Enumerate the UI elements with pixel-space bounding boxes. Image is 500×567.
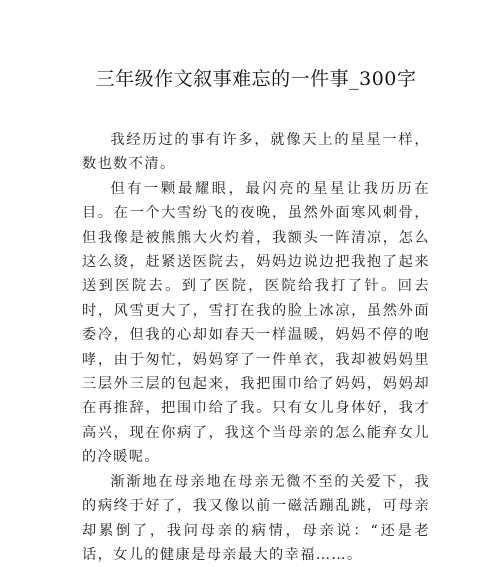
document-body bbox=[82, 128, 430, 567]
document-title: 三年级作文叙事难忘的一件事_300字 bbox=[95, 68, 417, 90]
paragraph-3: 渐渐地在母亲地在母亲无微不至的关爱下，我的病终于好了，我又像以前一磁活蹦乱跳，可母亲却累倒了，我问母亲的病情，母亲说：“还是老话，女儿的健康是母亲最大的幸福……。 bbox=[82, 473, 430, 563]
paragraph-1: 我经历过的事有许多，就像天上的星星一样，数也数不清。 bbox=[82, 132, 430, 173]
paragraph-2: 但有一颗最耀眼，最闪亮的星星让我历历在目。在一个大雪纷飞的夜晚，虽然外面寒风刺骨，但我像是被熊熊大火灼着，我额头一阵清凉，怎么这么烫，赶紧送医院去，妈妈边说边把我抱了起来送到医院去。到了医院，医院给我打了针。回去时，风雪更大了，雪打在我的脸上冰凉，虽然外面委冷，但我的心却如春天一样温暖，妈妈不停的咆哮，由于匆忙，妈妈穿了一件单衣，我却被妈妈里三层外三层的包起来，我把围巾给了妈妈，妈妈却在再推辞，把围巾给了我。只有女儿身体好，我才高兴，现在你病了，我这个当母亲的怎么能弃女儿的冷暖呢。 bbox=[82, 180, 430, 466]
